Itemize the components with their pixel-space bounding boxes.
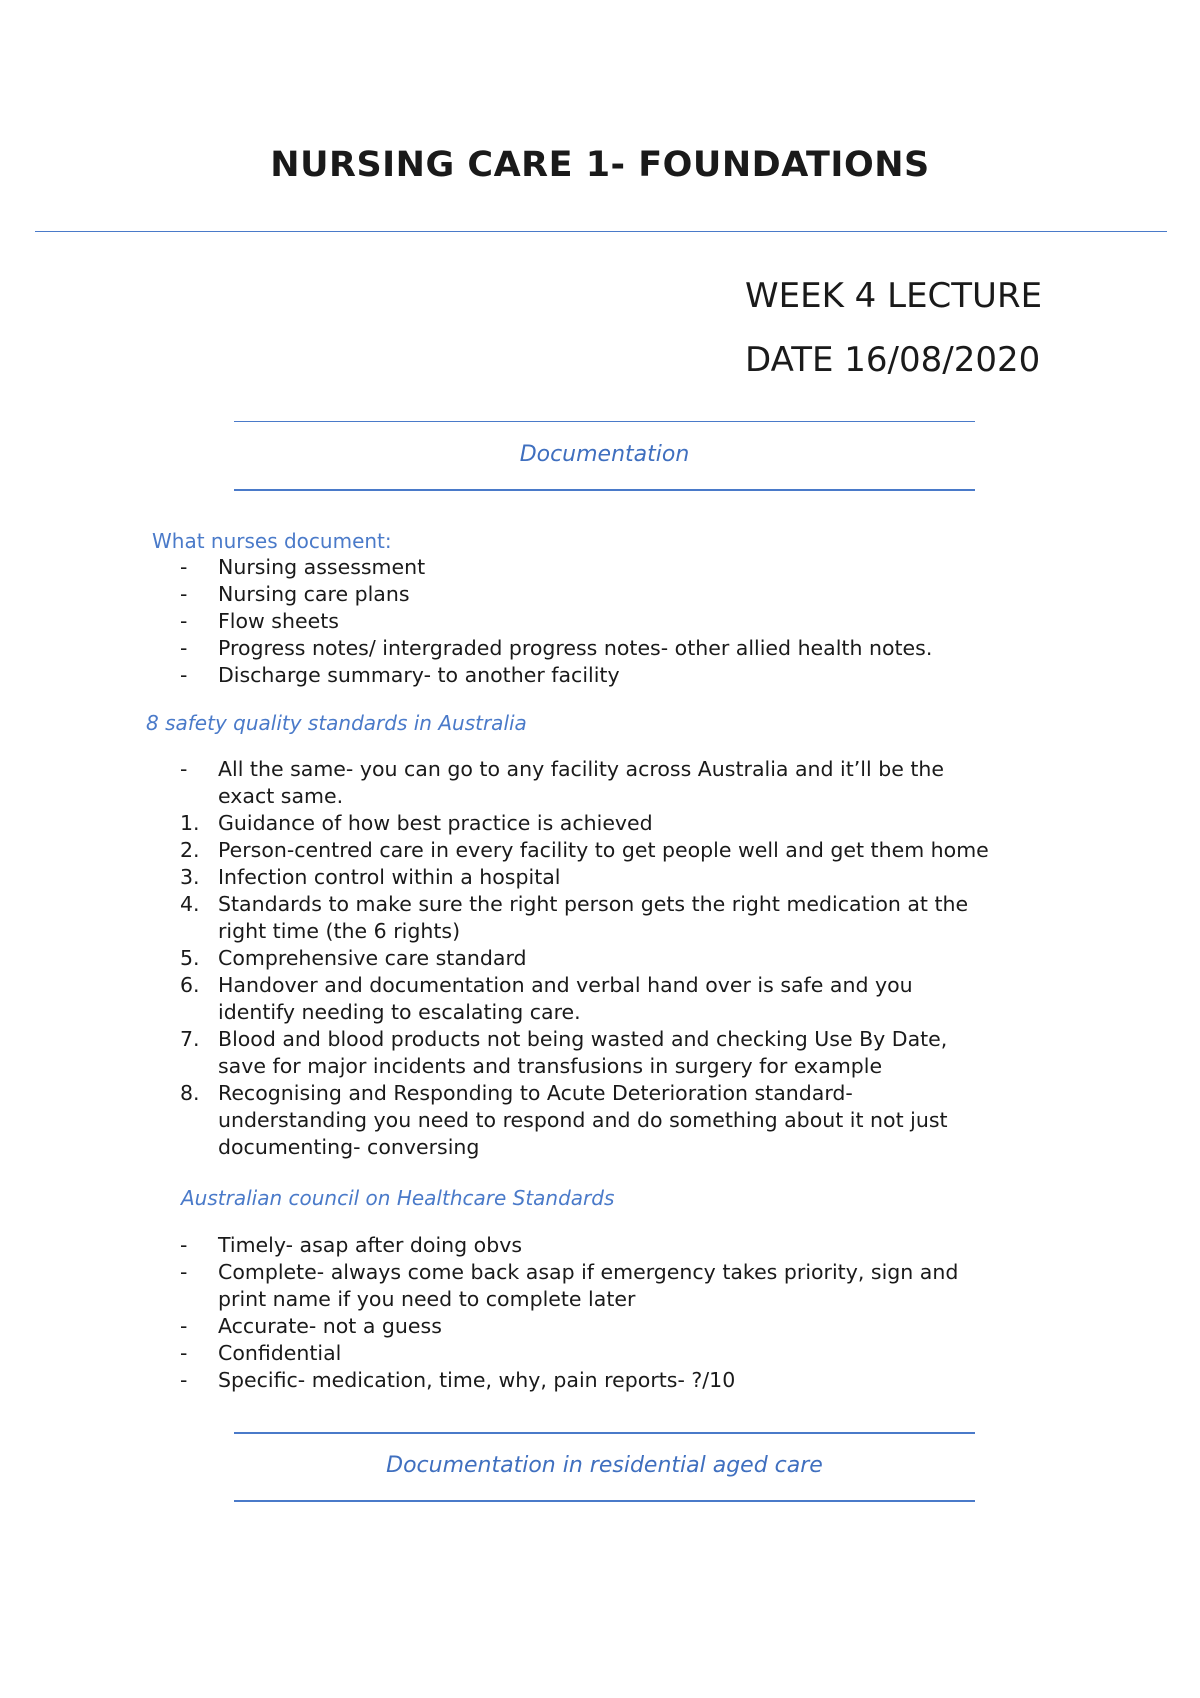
bullet-marker: - (180, 1314, 188, 1338)
numbered-item (180, 864, 1080, 891)
numbered-item (180, 810, 1080, 837)
bullet-marker: - (180, 1368, 188, 1392)
item-number: 5. (180, 946, 200, 970)
item-number: 1. (180, 811, 200, 835)
section2-divider-top (234, 1432, 975, 1434)
list-item-line: All the same- you can go to any facility across Australia and it’ll be the (218, 757, 944, 781)
section-divider-top (234, 421, 975, 422)
numbered-item (180, 891, 1080, 945)
list-item-line: Blood and blood products not being wasted and checking Use By Date, (218, 1027, 948, 1051)
achs-list (180, 1232, 1080, 1394)
bullet-marker: - (180, 609, 188, 633)
list-item (180, 635, 1080, 662)
list-item-line: right time (the 6 rights) (218, 919, 461, 943)
bullet-marker: - (180, 1233, 188, 1257)
list-item-line: print name if you need to complete later (218, 1287, 636, 1311)
list-item-line: Recognising and Responding to Acute Deterioration standard- (218, 1081, 853, 1105)
list-item-line: Specific- medication, time, why, pain reports- ?/10 (218, 1368, 736, 1392)
bullet-marker: - (180, 1260, 188, 1284)
section2-divider-bottom (234, 1500, 975, 1502)
list-item-line: Timely- asap after doing obvs (218, 1233, 523, 1257)
safety-standards-label: 8 safety quality standards in Australia (146, 711, 527, 735)
numbered-item (180, 1026, 1080, 1080)
numbered-item (180, 945, 1080, 972)
bullet-marker: - (180, 582, 188, 606)
item-number: 7. (180, 1027, 200, 1051)
list-item-line: Accurate- not a guess (218, 1314, 442, 1338)
numbered-item (180, 972, 1080, 1026)
list-item-line: documenting- conversing (218, 1135, 480, 1159)
item-number: 6. (180, 973, 200, 997)
item-number: 3. (180, 865, 200, 889)
list-item (180, 1367, 1080, 1394)
list-item-line: save for major incidents and transfusions in surgery for example (218, 1054, 883, 1078)
safety-standards-list (180, 756, 1080, 1161)
list-item-text: Flow sheets (218, 609, 339, 633)
list-item (180, 1313, 1080, 1340)
list-item-line: Standards to make sure the right person gets the right medication at the (218, 892, 969, 916)
item-number: 2. (180, 838, 200, 862)
list-item-line: Handover and documentation and verbal hand over is safe and you (218, 973, 913, 997)
list-item-text: Discharge summary- to another facility (218, 663, 620, 687)
what-nurses-document-list (180, 554, 1080, 689)
numbered-item (180, 837, 1080, 864)
list-item-text: Nursing care plans (218, 582, 410, 606)
list-item-line: Comprehensive care standard (218, 946, 527, 970)
item-number: 8. (180, 1081, 200, 1105)
list-item (180, 554, 1080, 581)
list-item-line: understanding you need to respond and do something about it not just (218, 1108, 948, 1132)
bullet-marker: - (180, 636, 188, 660)
list-item-line: Infection control within a hospital (218, 865, 561, 889)
list-item-text: Progress notes/ intergraded progress notes- other allied health notes. (218, 636, 933, 660)
title-divider (35, 231, 1167, 232)
list-item-line: identify needing to escalating care. (218, 1000, 581, 1024)
bullet-marker: - (180, 757, 188, 781)
bullet-marker: - (180, 1341, 188, 1365)
date-label: DATE 16/08/2020 (745, 340, 1041, 380)
list-item-line: Guidance of how best practice is achieved (218, 811, 653, 835)
list-item-line: Confidential (218, 1341, 342, 1365)
list-item (180, 756, 1080, 810)
document-title: NURSING CARE 1- FOUNDATIONS (270, 145, 930, 185)
list-item-line: Person-centred care in every facility to get people well and get them home (218, 838, 989, 862)
list-item-line: Complete- always come back asap if emergency takes priority, sign and (218, 1260, 959, 1284)
list-item (180, 608, 1080, 635)
section-heading-documentation: Documentation (519, 442, 690, 467)
numbered-item (180, 1080, 1080, 1161)
list-item (180, 662, 1080, 689)
list-item (180, 581, 1080, 608)
item-number: 4. (180, 892, 200, 916)
list-item (180, 1340, 1080, 1367)
list-item-text: Nursing assessment (218, 555, 426, 579)
bullet-marker: - (180, 555, 188, 579)
list-item (180, 1259, 1080, 1313)
list-item (180, 1232, 1080, 1259)
section-divider-bottom (234, 489, 975, 491)
list-item-line: exact same. (218, 784, 344, 808)
section-heading-residential-aged-care: Documentation in residential aged care (386, 1453, 823, 1478)
achs-label: Australian council on Healthcare Standards (181, 1186, 615, 1210)
what-nurses-document-label: What nurses document: (152, 529, 392, 553)
week-label: WEEK 4 LECTURE (745, 276, 1043, 316)
bullet-marker: - (180, 663, 188, 687)
